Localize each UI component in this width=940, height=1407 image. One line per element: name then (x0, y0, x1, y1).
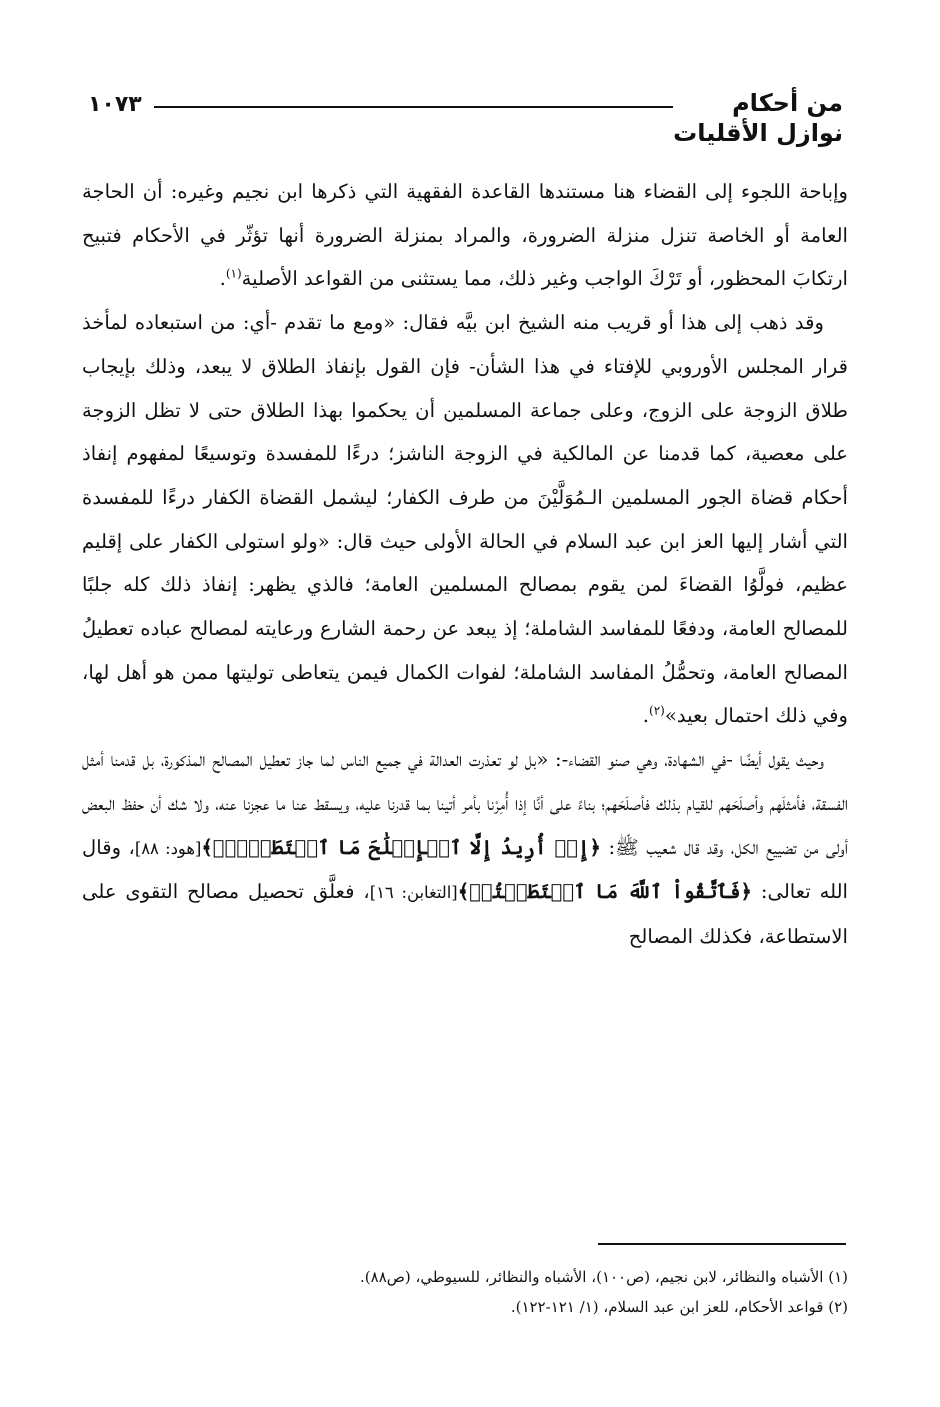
paragraph-1 (82, 170, 848, 301)
footnote-separator (598, 1243, 846, 1245)
paragraph-3-mid: ، وقال الله تعالى: (82, 835, 849, 904)
quran-citation-2: [التغابن: ١٦] (369, 883, 458, 903)
quran-citation-1: [هود: ٨٨] (134, 838, 202, 858)
paragraph-1-end: . (219, 267, 226, 291)
footnote-ref-1: (١) (225, 266, 242, 281)
paragraph-2 (82, 301, 848, 738)
header-title-line-1: من أحكام (732, 89, 843, 117)
footnote-2: (٢) قواعد الأحكام، للعز ابن عبد السلام، (١/ ١٢١-١٢٢). (510, 1298, 848, 1316)
paragraph-3-end: ، فعلَّق تحصيل مصالح التقوى على الاستطاعة، فكذلك المصالح (82, 880, 848, 948)
quran-quote-1: ﴿إِنۡ أُرِيدُ إِلَّا ٱلۡإِصۡلَٰحَ مَا ٱسۡتَطَعۡتُۚ﴾ (201, 835, 602, 859)
header-rule (154, 106, 673, 108)
page-number: ١٠٧٣ (88, 92, 142, 117)
paragraph-2-text: وقد ذهب إلى هذا أو قريب منه الشيخ ابن بيَّه فقال: «ومع ما تقدم -أي: من استبعاده لمأخذ قرار المجلس الأوروبي للإفتاء في هذا الشأن- فإن القول بإنفاذ الطلاق لا يبعد، وذلك بإيجاب طلاق الزوجة على الزوج، وعلى جماعة المسلمين أن يحكموا بهذا الطلاق حتى لا تظل الزوجة على معصية، كما قدمنا عن المالكية في الزوجة الناشز؛ درءًا للمفسدة وتوسيعًا لمفهوم إنفاذ أحكام قضاة الجور المسلمين الـمُوَلَّيْنَ من طرف الكفار؛ ليشمل القضاة الكفار درءًا للمفسدة التي أشار إليها العز ابن عبد السلام في الحالة الأولى حيث قال: «ولو استولى الكفار على إقليم عظيم، فولَّوُا القضاءَ لمن يقوم بمصالح المسلمين العامة؛ فالذي يظهر: إنفاذ ذلك كله جلبًا للمصالح العامة، ودفعًا للمفاسد الشاملة؛ إذ يبعد عن رحمة الشارع ورعايته لمصالح عباده تعطيلُ المصالح العامة، وتحمُّلُ المفاسد الشاملة؛ لفوات الكمال فيمن يتعاطى توليتها ممن هو أهل لها، وفي ذلك احتمال بعيد» (82, 311, 848, 728)
running-header (88, 88, 843, 158)
quran-quote-2: ﴿فَٱتَّقُواْ ٱللَّهَ مَا ٱسۡتَطَعۡتُمۡ﴾ (457, 880, 752, 904)
footnote-1: (١) الأشباه والنظائر، لابن نجيم، (ص١٠٠)، الأشباه والنظائر، للسيوطي، (ص٨٨). (360, 1268, 848, 1286)
paragraph-2-end: . (642, 704, 650, 728)
paragraph-3-text: وحيث يقول أيضًا -في الشهادة، وهي صنو القضاء-: «بل لو تعذرت العدالة في جميع الناس لما جاز تعطيل المصالح المذكورة، بل قدمنا أمثل الفسقة، فأمثلَهم وأصلَحَهم للقيام بذلك فأصلَحَهم؛ بناءً على أنَّا إذا أُمِرْنا بأمر أتينا بما قدرنا عليه، ويسقط عنا ما عجزنا عنه، ولا شك أن حفظ البعض أولى من تضييع الكل، وقد قال شعيب ﷺ: (82, 748, 848, 859)
body-text (82, 170, 848, 959)
footnotes (82, 1262, 848, 1322)
footnote-ref-2: (٢) (649, 703, 665, 718)
paragraph-1-text: وإباحة اللجوء إلى القضاء هنا مستندها القاعدة الفقهية التي ذكرها ابن نجيم وغيره: أن الحاجة العامة أو الخاصة تنزل منزلة الضرورة، والمراد بمنزلة الضرورة أنها تؤثّر في الأحكام فتبيح ارتكابَ المحظور، أو تَرْكَ الواجب وغير ذلك، مما يستثنى من القواعد الأصلية (82, 180, 848, 291)
header-title-line-2: نوازل الأقليات (673, 119, 843, 147)
running-header-title (673, 88, 843, 148)
paragraph-3 (82, 738, 848, 959)
